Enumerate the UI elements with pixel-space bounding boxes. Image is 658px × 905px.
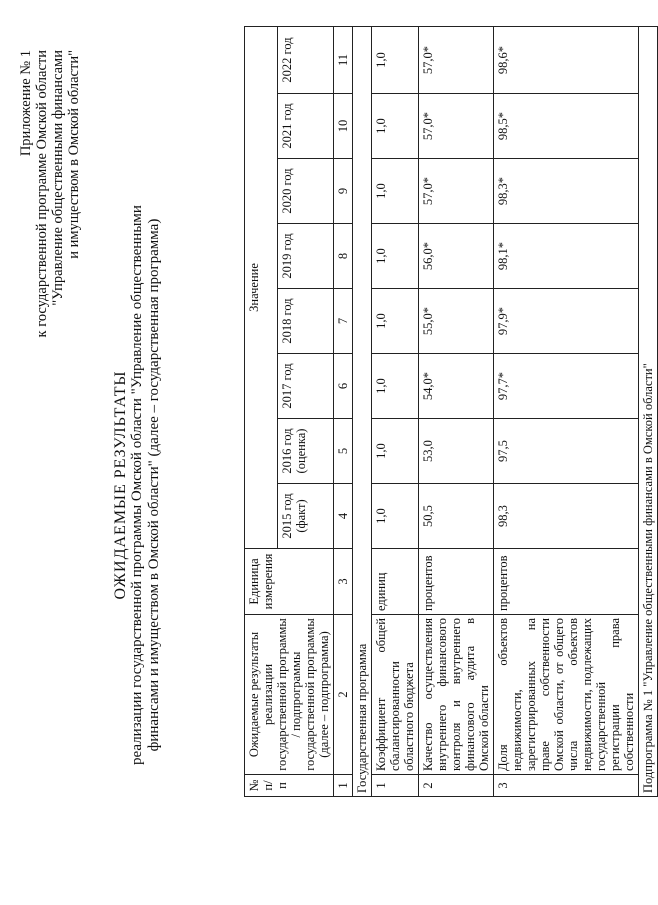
row-value: 98,5* xyxy=(494,94,639,159)
table-row xyxy=(419,26,494,796)
row-value: 57,0* xyxy=(419,26,494,93)
results-table xyxy=(244,26,658,797)
row-value: 1,0 xyxy=(372,94,419,159)
header-year: 2017 год xyxy=(277,354,333,419)
col-number: 11 xyxy=(334,26,353,93)
table-row xyxy=(494,26,639,796)
row-value: 98,3 xyxy=(494,484,639,549)
row-unit: процентов xyxy=(419,549,494,615)
appendix-line: Приложение № 1 xyxy=(18,50,34,157)
row-value: 98,6* xyxy=(494,26,639,93)
col-number: 6 xyxy=(334,354,353,419)
row-value: 54,0* xyxy=(419,354,494,419)
row-value: 1,0 xyxy=(372,224,419,289)
row-value: 97,7* xyxy=(494,354,639,419)
row-name: Доля объектов недвижимости, зарегистрированных на праве собственности Омской области, от общего числа объектов недвижимости, подлежащих государственной регистрации права собственности xyxy=(494,615,639,775)
row-value: 97,5 xyxy=(494,419,639,484)
row-value: 1,0 xyxy=(372,159,419,224)
header-value: Значение xyxy=(245,26,278,548)
row-value: 55,0* xyxy=(419,289,494,354)
row-unit: процентов xyxy=(494,549,639,615)
row-value: 50,5 xyxy=(419,484,494,549)
row-value: 97,9* xyxy=(494,289,639,354)
col-number: 3 xyxy=(334,549,353,615)
row-unit: единиц xyxy=(372,549,419,615)
col-number: 2 xyxy=(334,615,353,775)
row-name: Коэффициент общей сбалансированности областного бюджета xyxy=(372,615,419,775)
row-value: 1,0 xyxy=(372,289,419,354)
row-num: 3 xyxy=(494,775,639,797)
header-year: 2015 год (факт) xyxy=(277,484,333,549)
document-title xyxy=(112,105,163,865)
header-unit: Единица измерения xyxy=(245,549,334,615)
col-number: 1 xyxy=(334,775,353,797)
col-number: 9 xyxy=(334,159,353,224)
row-num: 1 xyxy=(372,775,419,797)
row-value: 1,0 xyxy=(372,484,419,549)
col-number: 5 xyxy=(334,419,353,484)
header-year: 2018 год xyxy=(277,289,333,354)
header-result: Ожидаемые результаты реализации государственной программы / подпрограммы государственной программы (далее – подпрограмма) xyxy=(245,615,334,775)
title-main: ОЖИДАЕМЫЕ РЕЗУЛЬТАТЫ xyxy=(112,370,129,600)
col-number: 8 xyxy=(334,224,353,289)
row-value: 57,0* xyxy=(419,159,494,224)
row-value: 1,0 xyxy=(372,354,419,419)
header-year: 2020 год xyxy=(277,159,333,224)
row-value: 98,3* xyxy=(494,159,639,224)
row-value: 98,1* xyxy=(494,224,639,289)
row-value: 53,0 xyxy=(419,419,494,484)
header-year: 2016 год (оценка) xyxy=(277,419,333,484)
row-value: 1,0 xyxy=(372,26,419,93)
row-name: Качество осуществления внутреннего финансового контроля и внутреннего финансового аудита в Омской области xyxy=(419,615,494,775)
col-number: 10 xyxy=(334,94,353,159)
title-line: реализации государственной программы Омской области "Управление общественными xyxy=(129,205,145,765)
appendix-line: к государственной программе Омской области xyxy=(34,50,50,338)
section-subprogram: Подпрограмма № 1 "Управление общественными финансами в Омской области" xyxy=(639,26,658,796)
appendix-line: и имуществом в Омской области" xyxy=(66,50,82,259)
header-num: № п/п xyxy=(245,775,334,797)
header-year: 2021 год xyxy=(277,94,333,159)
row-value: 56,0* xyxy=(419,224,494,289)
table-row xyxy=(372,26,419,796)
header-year: 2022 год xyxy=(277,26,333,93)
col-number: 4 xyxy=(334,484,353,549)
col-number: 7 xyxy=(334,289,353,354)
row-value: 57,0* xyxy=(419,94,494,159)
row-value: 1,0 xyxy=(372,419,419,484)
header-year: 2019 год xyxy=(277,224,333,289)
section-program: Государственная программа xyxy=(353,26,372,796)
title-line: финансами и имуществом в Омской области" (далее – государственная программа) xyxy=(146,218,162,752)
appendix-line: "Управление общественными финансами xyxy=(50,50,66,306)
row-num: 2 xyxy=(419,775,494,797)
appendix-header xyxy=(18,50,82,610)
